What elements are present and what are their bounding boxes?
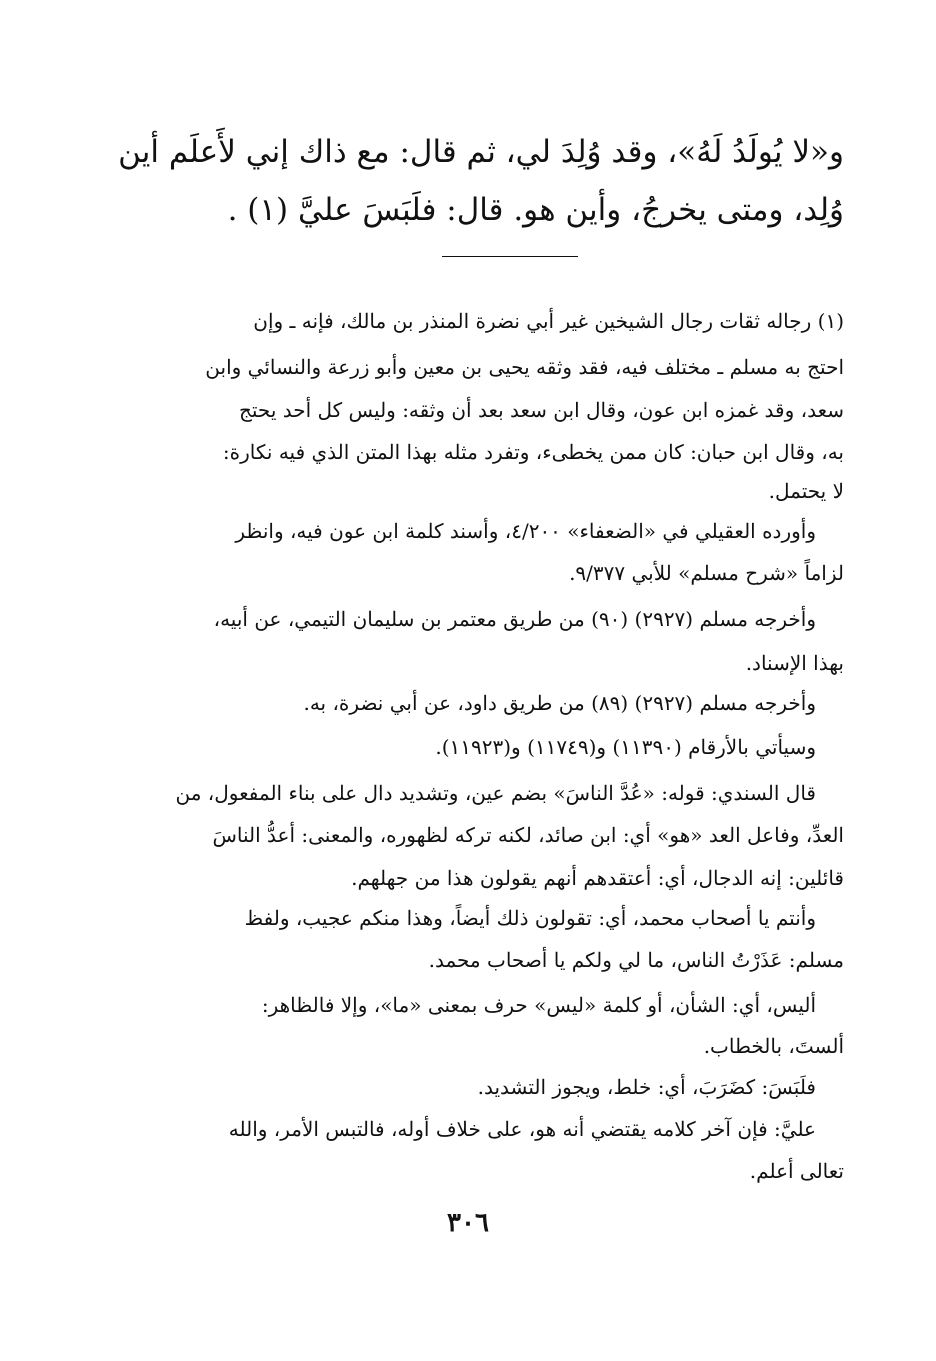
footnote-line: عليَّ: فإن آخر كلامه يقتضي أنه هو، على خلاف أوله، فالتبس الأمر، والله xyxy=(228,1117,816,1141)
footnote-line: فلَبَسَ: كضَرَبَ، أي: خلط، ويجوز التشديد. xyxy=(477,1075,816,1099)
footnote-line: العدِّ، وفاعل العد «هو» أي: ابن صائد، لكنه تركه لظهوره، والمعنى: أعدُّ الناسَ xyxy=(212,823,844,847)
footnote-line: وأورده العقيلي في «الضعفاء» ٤/٢٠٠، وأسند كلمة ابن عون فيه، وانظر xyxy=(235,519,816,543)
footnote-line: سعد، وقد غمزه ابن عون، وقال ابن سعد بعد أن وثقه: وليس كل أحد يحتج xyxy=(238,398,844,422)
footnote-line: به، وقال ابن حبان: كان ممن يخطىء، وتفرد مثله بهذا المتن الذي فيه نكارة: xyxy=(222,440,844,464)
footnote-line: بهذا الإسناد. xyxy=(745,651,844,675)
footnote-line: تعالى أعلم. xyxy=(749,1159,844,1183)
footnote-line: ألستَ، بالخطاب. xyxy=(703,1034,844,1058)
main-text-line: وُلِد، ومتى يخرجُ، وأين هو. قال: فلَبَسَ عليَّ (١) . xyxy=(227,192,844,228)
footnote-line: وسيأتي بالأرقام (١١٣٩٠) و(١١٧٤٩) و(١١٩٢٣). xyxy=(435,735,816,759)
page-number: ٣٠٦ xyxy=(447,1208,489,1238)
footnote-line: وأخرجه مسلم (٢٩٢٧) (٩٠) من طريق معتمر بن سليمان التيمي، عن أبيه، xyxy=(213,607,816,631)
footnote-line: مسلم: عَذَرْتُ الناس، ما لي ولكم يا أصحاب محمد. xyxy=(428,948,844,972)
footnote-line: قائلين: إنه الدجال، أي: أعتقدهم أنهم يقولون هذا من جهلهم. xyxy=(351,866,844,890)
footnote-line: احتج به مسلم ـ مختلف فيه، فقد وثقه يحيى بن معين وأبو زرعة والنسائي وابن xyxy=(205,355,844,379)
footnote-line: قال السندي: قوله: «عُدَّ الناسَ» بضم عين، وتشديد دال على بناء المفعول، من xyxy=(175,781,816,805)
footnote-separator xyxy=(442,256,578,257)
footnote-line: وأنتم يا أصحاب محمد، أي: تقولون ذلك أيضاً، وهذا منكم عجيب، ولفظ xyxy=(244,906,816,930)
footnote-line: أليس، أي: الشأن، أو كلمة «ليس» حرف بمعنى «ما»، وإلا فالظاهر: xyxy=(261,993,816,1017)
footnote-line: (١) رجاله ثقات رجال الشيخين غير أبي نضرة المنذر بن مالك، فإنه ـ وإن xyxy=(253,309,844,333)
footnote-line: وأخرجه مسلم (٢٩٢٧) (٨٩) من طريق داود، عن أبي نضرة، به. xyxy=(303,691,816,715)
footnote-line: لزاماً «شرح مسلم» للأبي ٩/٣٧٧. xyxy=(569,561,844,585)
footnote-line: لا يحتمل. xyxy=(768,479,844,503)
main-text-line: و«لا يُولَدُ لَهُ»، وقد وُلِدَ لي، ثم قال: مع ذاك إني لأَعلَم أين xyxy=(118,134,844,170)
